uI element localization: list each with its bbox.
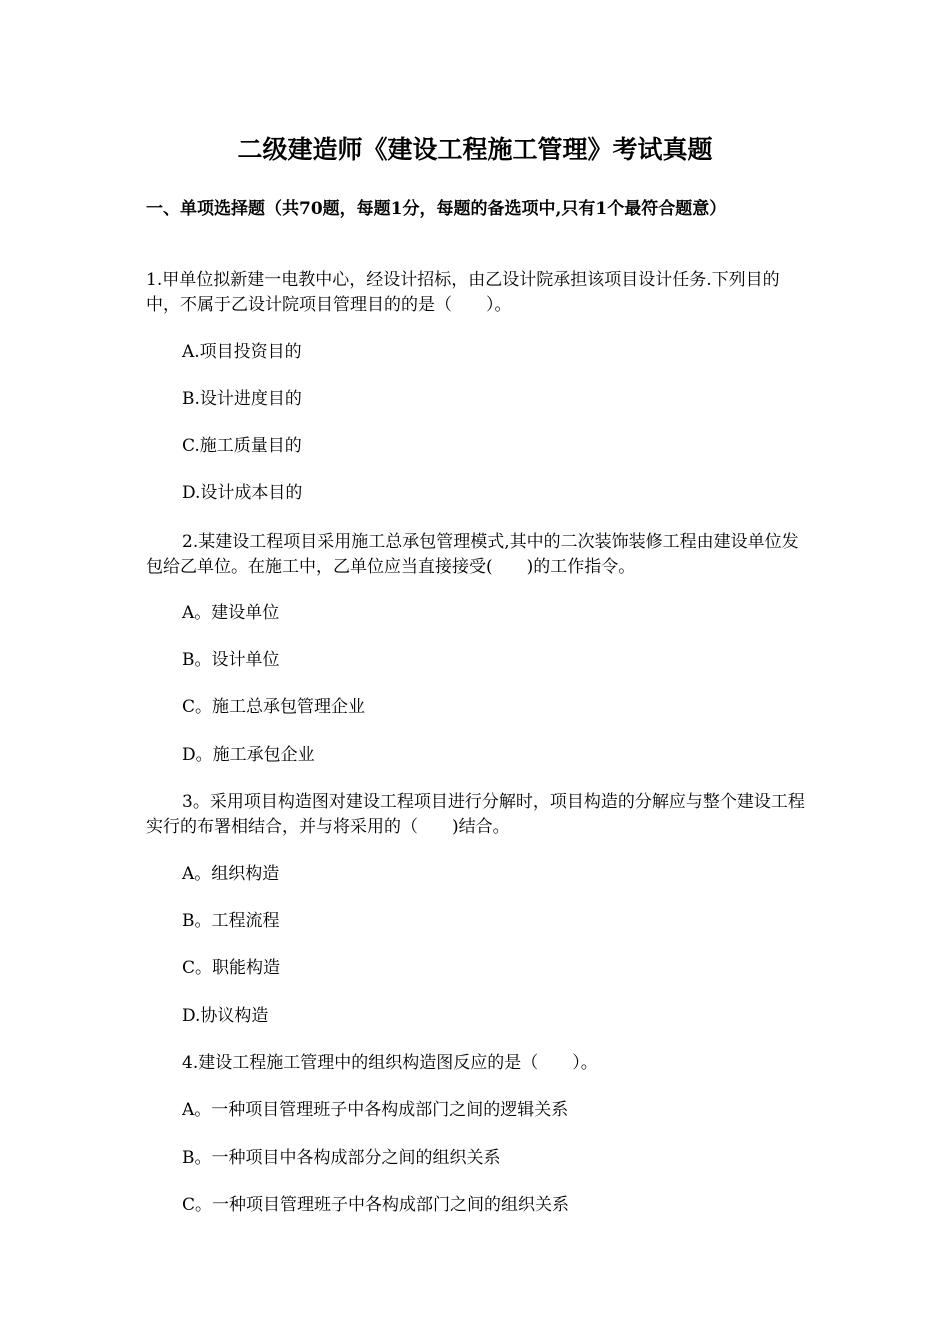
question-4-option-c: C。一种项目管理班子中各构成部门之间的组织关系 bbox=[182, 1195, 570, 1215]
question-2-option-c: C。施工总承包管理企业 bbox=[182, 697, 366, 717]
section-heading: 一、单项选择题（共70题，每题1分，每题的备选项中,只有1个最符合题意） bbox=[146, 199, 727, 219]
question-4-option-a: A。一种项目管理班子中各构成部门之间的逻辑关系 bbox=[182, 1100, 569, 1120]
question-4-option-b: B。一种项目中各构成部分之间的组织关系 bbox=[182, 1148, 501, 1168]
question-1-option-d: D.设计成本目的 bbox=[182, 483, 303, 503]
question-3-stem: 3。采用项目构造图对建设工程项目进行分解时，项目构造的分解应与整个建设工程实行的布署相结合，并与将采用的（ )结合。 bbox=[146, 792, 805, 837]
question-3-option-a: A。组织构造 bbox=[182, 864, 280, 884]
question-2-stem: 2.某建设工程项目采用施工总承包管理模式,其中的二次装饰装修工程由建设单位发包给乙单位。在施工中，乙单位应当直接接受( )的工作指令。 bbox=[146, 532, 799, 577]
question-2-option-d: D。施工承包企业 bbox=[182, 745, 315, 765]
question-3-option-c: C。职能构造 bbox=[182, 958, 281, 978]
question-1-option-a: A.项目投资目的 bbox=[182, 342, 302, 362]
document-title: 二级建造师《建设工程施工管理》考试真题 bbox=[237, 135, 713, 164]
question-4-stem: 4.建设工程施工管理中的组织构造图反应的是（ ）。 bbox=[182, 1053, 598, 1073]
question-3-option-b: B。工程流程 bbox=[182, 911, 280, 931]
question-2-option-a: A。建设单位 bbox=[182, 603, 280, 623]
question-1-option-c: C.施工质量目的 bbox=[182, 436, 302, 456]
question-1-option-b: B.设计进度目的 bbox=[182, 389, 302, 409]
question-1-stem: 1.甲单位拟新建一电教中心，经设计招标，由乙设计院承担该项目设计任务.下列目的中，不属于乙设计院项目管理目的的是（ ）。 bbox=[146, 270, 780, 315]
question-2-option-b: B。设计单位 bbox=[182, 650, 280, 670]
question-3-option-d: D.协议构造 bbox=[182, 1006, 269, 1026]
